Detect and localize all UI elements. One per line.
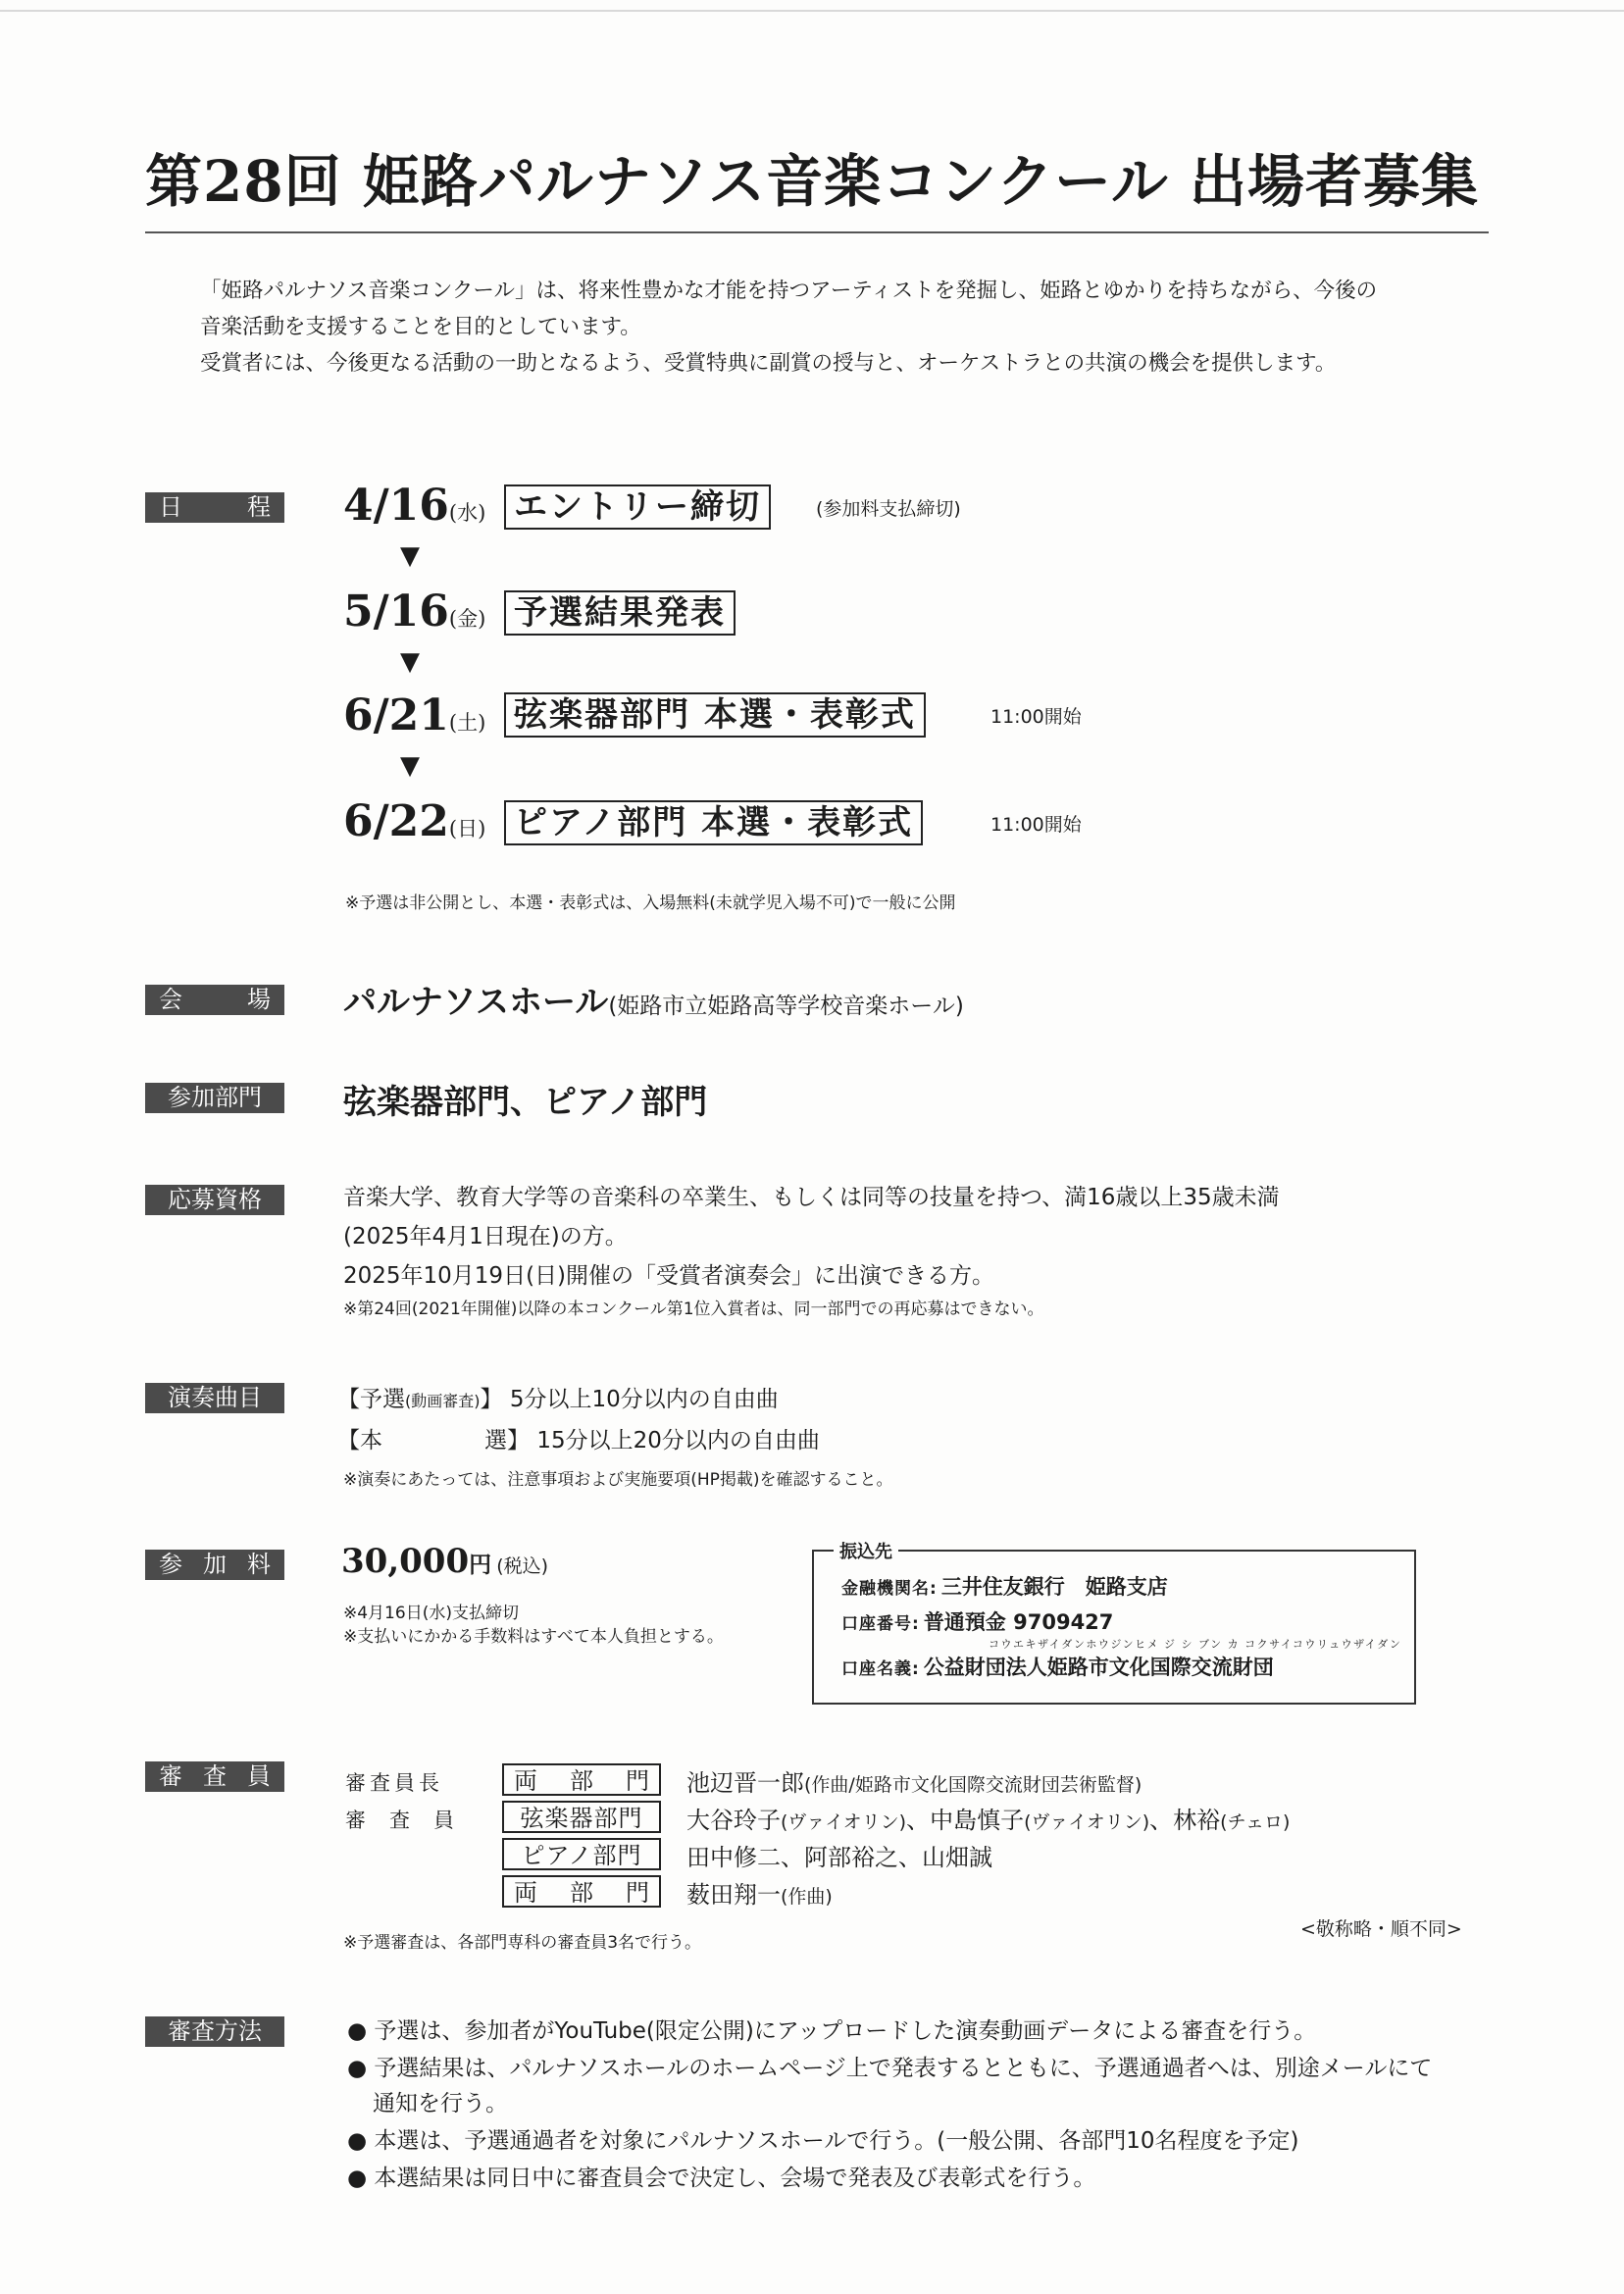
intro-line: 音楽活動を支援することを目的としています。 — [200, 315, 641, 339]
intro-line: 受賞者には、今後更なる活動の一助となるよう、受賞特典に副賞の授与と、オーケストラとの共演の機会を提供します。 — [200, 351, 1337, 376]
label-venue: 会 場 — [145, 985, 284, 1015]
method-item: ● 本選結果は同日中に審査員会で決定し、会場で発表及び表彰式を行う。 — [347, 2166, 1096, 2191]
fee-note: ※4月16日(水)支払締切 — [343, 1604, 519, 1623]
repertoire-final: 【本 選】 15分以上20分以内の自由曲 — [337, 1428, 820, 1453]
schedule-event-2: 予選結果発表 — [504, 590, 736, 636]
jury-name: 大谷玲子(ヴァイオリン)、中島慎子(ヴァイオリン)、林裕(チェロ) — [686, 1807, 1291, 1834]
repertoire-final-text: 15分以上20分以内の自由曲 — [536, 1428, 820, 1453]
method-item: ● 予選結果は、パルナソスホールのホームページ上で発表するとともに、予選通過者へは、別途メールにて — [347, 2056, 1433, 2081]
schedule-date-3: 6/21(土) — [343, 690, 486, 740]
schedule-note-4: 11:00開始 — [990, 814, 1082, 836]
title-rule — [145, 231, 1489, 233]
jury-member-role: 審査員 — [345, 1809, 478, 1832]
bank-title: 振込先 — [834, 1538, 898, 1563]
bullet-icon: ● — [347, 2018, 368, 2044]
method-item: ● 本選は、予選通過者を対象にパルナソスホールで行う。(一般公開、各部門10名程度を予定) — [347, 2128, 1299, 2154]
label-category: 参加部門 — [145, 1083, 284, 1113]
schedule-date-4: 6/22(日) — [343, 796, 486, 846]
arrow-down-icon: ▼ — [400, 541, 420, 571]
bullet-icon: ● — [347, 2166, 368, 2191]
method-item: ● 予選は、参加者がYouTube(限定公開)にアップロードした演奏動画データによる審査を行う。 — [347, 2018, 1317, 2044]
venue-detail: (姫路市立姫路高等学校音楽ホール) — [608, 994, 964, 1019]
bullet-icon: ● — [347, 2128, 368, 2154]
arrow-down-icon: ▼ — [400, 751, 420, 781]
eligibility-line: 2025年10月19日(日)開催の「受賞者演奏会」に出演できる方。 — [343, 1263, 995, 1289]
label-jury: 審 査 員 — [145, 1761, 284, 1792]
intro-line: 「姫路パルナソス音楽コンクール」は、将来性豊かな才能を持つアーティストを発掘し、姫路とゆかりを持ちながら、今後の — [200, 279, 1378, 303]
jury-name: 田中修二、阿部裕之、山畑誠 — [686, 1844, 992, 1871]
schedule-date-1: 4/16(水) — [343, 481, 486, 531]
intro-text — [200, 273, 1485, 382]
fee-note: ※支払いにかかる手数料はすべて本人負担とする。 — [343, 1627, 724, 1647]
label-schedule: 日 程 — [145, 492, 284, 523]
schedule-event-3: 弦楽器部門 本選・表彰式 — [504, 692, 926, 738]
jury-dept-piano: ピアノ部門 — [502, 1838, 661, 1870]
label-repertoire: 演奏曲目 — [145, 1383, 284, 1413]
bank-institution: 金融機関名: 三井住友銀行 姫路支店 — [841, 1575, 1168, 1599]
jury-name: 薮田翔一(作曲) — [686, 1881, 833, 1909]
jury-name: 池辺晋一郎(作曲/姫路市文化国際交流財団芸術監督) — [686, 1769, 1142, 1797]
schedule-event-1: エントリー締切 — [504, 484, 771, 530]
label-eligibility: 応募資格 — [145, 1185, 284, 1215]
fee-amount: 30,000円 (税込) — [341, 1542, 549, 1581]
schedule-event-4: ピアノ部門 本選・表彰式 — [504, 800, 923, 845]
jury-honorific: <敬称略・順不同> — [1300, 1918, 1462, 1940]
method-item-cont: 通知を行う。 — [373, 2091, 508, 2116]
bank-account: 口座番号: 普通預金 9709427 — [841, 1610, 1114, 1634]
jury-dept-both: 両 部 門 — [502, 1763, 661, 1796]
schedule-date-2: 5/16(金) — [343, 586, 486, 637]
category-value: 弦楽器部門、ピアノ部門 — [343, 1083, 708, 1122]
schedule-note-3: 11:00開始 — [990, 706, 1082, 728]
bullet-icon: ● — [347, 2056, 368, 2081]
eligibility-line: 音楽大学、教育大学等の音楽科の卒業生、もしくは同等の技量を持つ、満16歳以上35歳未満 — [343, 1185, 1280, 1210]
repertoire-prelim: 【予選(動画審査)】 5分以上10分以内の自由曲 — [337, 1387, 779, 1412]
bank-holder-furigana: コウエキザイダンホウジンヒメ ジ シ ブン カ コクサイコウリュウザイダン — [989, 1638, 1402, 1651]
page-title: 第28回 姫路パルナソス音楽コンクール 出場者募集 — [144, 148, 1480, 215]
venue-name: パルナソスホール — [343, 983, 609, 1022]
bank-info-box — [812, 1542, 1416, 1705]
venue — [343, 975, 964, 1023]
jury-dept-strings: 弦楽器部門 — [502, 1801, 661, 1833]
label-method: 審査方法 — [145, 2016, 284, 2047]
jury-note: ※予選審査は、各部門専科の審査員3名で行う。 — [343, 1933, 702, 1953]
repertoire-prelim-text: 5分以上10分以内の自由曲 — [509, 1387, 779, 1412]
label-fee: 参 加 料 — [145, 1550, 284, 1580]
schedule-footnote: ※予選は非公開とし、本選・表彰式は、入場無料(未就学児入場不可)で一般に公開 — [345, 893, 956, 913]
arrow-down-icon: ▼ — [400, 647, 420, 677]
bank-holder: 口座名義: 公益財団法人姫路市文化国際交流財団 — [841, 1656, 1274, 1679]
eligibility-note: ※第24回(2021年開催)以降の本コンクール第1位入賞者は、同一部門での再応募はできない。 — [343, 1300, 1044, 1319]
repertoire-note: ※演奏にあたっては、注意事項および実施要項(HP掲載)を確認すること。 — [343, 1470, 893, 1490]
top-border — [0, 10, 1624, 12]
schedule-note-1: (参加料支払締切) — [816, 498, 961, 520]
eligibility-line: (2025年4月1日現在)の方。 — [343, 1224, 628, 1249]
jury-dept-both: 両 部 門 — [502, 1875, 661, 1908]
jury-chair-role: 審査員長 — [345, 1771, 443, 1795]
